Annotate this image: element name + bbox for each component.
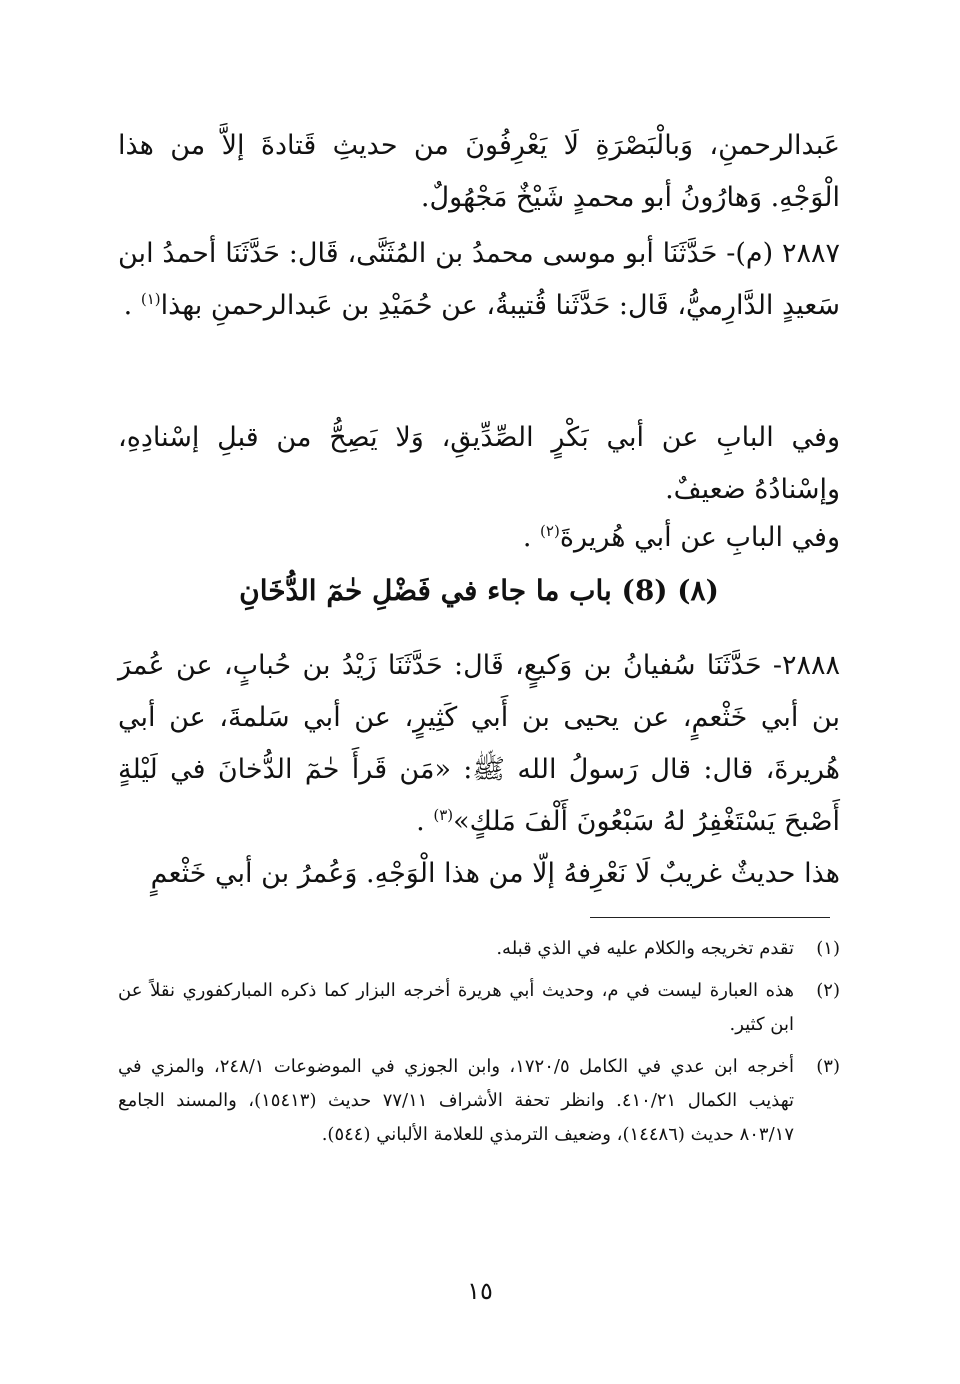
page-number: ١٥ (467, 1277, 493, 1305)
paragraph-continuation (118, 120, 840, 224)
paragraph-end: . (522, 522, 541, 553)
footnote-text: هذه العبارة ليست في م، وحديث أبي هريرة أخرجه البزار كما ذكره المباركفوري نقلاً عن ابن كثير. (118, 980, 794, 1035)
paragraph-text: وفي البابِ عن أبي هُريرةَ (559, 522, 840, 553)
footnote-text: تقدم تخريجه والكلام عليه في الذي قبله. (496, 938, 794, 959)
footnote-text: أخرجه ابن عدي في الكامل ١٧٢٠/٥، وابن الجوزي في الموضوعات ٢٤٨/١، والمزي في تهذيب الكمال ٤١٠/٢١. وانظر تحفة الأشراف ٧٧/١١ حديث (١٥٤١٣)، والمسند الجامع ٨٠٣/١٧ حديث (١٤٤٨٦)، وضعيف الترمذي للعلامة الألباني (٥٤٤). (118, 1056, 795, 1145)
hadith-2887 (118, 228, 840, 332)
paragraph-text: هذا حديثٌ غريبٌ لَا نَعْرِفهُ إلّا من هذا الْوَجْهِ. وَعُمرُ بن أبي خَثْعمٍ (150, 858, 840, 889)
paragraph-text: عَبدالرحمنِ، وَبالْبَصْرَةِ لَا يَعْرِفُونَ من حديثِ قَتادةَ إلاَّ من هذا الْوَجْهِ. وَهارُونُ أبو محمدٍ شَيْخٌ مَجْهُولٌ. (118, 130, 840, 213)
footnote-3 (118, 1050, 840, 1152)
paragraph-end: . (123, 290, 141, 321)
footnote-number: (٣) (816, 1056, 840, 1077)
paragraph-end: . (416, 806, 434, 837)
footnote-number: (١) (816, 938, 840, 959)
paragraph-text: ٢٨٨٧ (م)- حَدَّثَنَا أبو موسى محمدُ بن المُثَنَّى، قَال: حَدَّثَنَا أحمدُ ابن سَعيدٍ الدَّارِميُّ، قَال: حَدَّثَنا قُتيبةُ، عن حُمَيْدِ بن عَبدالرحمنِ بهذا (118, 238, 840, 321)
footnote-ref-2[interactable]: (٢) (540, 522, 560, 540)
footnote-ref-3[interactable]: (٣) (433, 806, 454, 824)
hadith-2888 (118, 640, 840, 848)
footnote-separator (590, 917, 830, 918)
footnote-1 (118, 932, 840, 966)
paragraph-text: وفي البابِ عن أبي بَكْرٍ الصِّدِّيقِ، وَلا يَصِحُّ من قبلِ إسْنادِهِ، وإسْنادُهُ ضعيفٌ. (118, 422, 840, 505)
footnote-2 (118, 974, 840, 1042)
chapter-heading: (٨) (8) باب ما جاء في فَضْلِ حٰمٓ الدُّخَانِ (239, 574, 719, 607)
footnote-number: (٢) (816, 980, 840, 1001)
paragraph-bab-abu-hurayra (118, 512, 840, 564)
footnote-ref-1[interactable]: (١) (140, 290, 161, 308)
paragraph-text: ٢٨٨٨- حَدَّثَنَا سُفيانُ بن وَكيعٍ، قَال: حَدَّثَنَا زَيْدُ بن حُبابٍ، عن عُمرَ بن أبي خَثْعمٍ، عن يحيى بن أَبي كَثِيرٍ، عن أبي سَلمةَ، عن أبي هُريرةَ، قال: قال رَسولُ الله ﷺ: «مَن قَرأَ حٰمٓ الدُّخانَ في لَيْلةٍ أَصْبحَ يَسْتَغْفِرُ لهُ سَبْعُونَ أَلْفَ مَلكٍ» (118, 650, 840, 837)
paragraph-hadith-grading (118, 848, 840, 900)
paragraph-bab-abu-bakr (118, 412, 840, 516)
